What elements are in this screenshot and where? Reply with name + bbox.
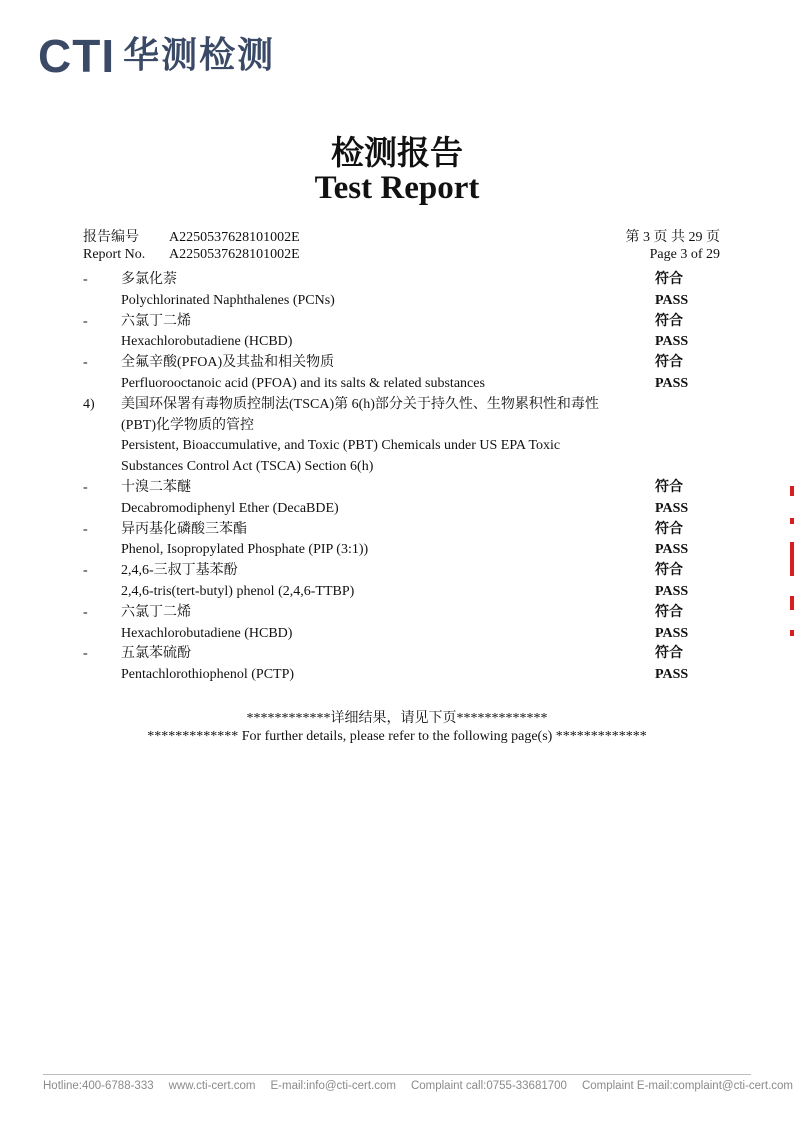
- report-no-value-en: A2250537628101002E: [169, 247, 300, 262]
- item-description: Hexachlorobutadiene (HCBD): [121, 334, 293, 350]
- test-item-row: [83, 312, 723, 333]
- item-result: 符合: [655, 272, 683, 287]
- page-number-block: [626, 229, 721, 263]
- item-result: 符合: [655, 313, 683, 329]
- page-footer: [43, 1080, 793, 1092]
- item-description: 2,4,6-三叔丁基苯酚: [121, 563, 238, 579]
- item-description: 多氯化萘: [121, 272, 177, 287]
- item-marker: -: [83, 355, 88, 371]
- test-item-row: [83, 644, 723, 665]
- test-items-list: [83, 270, 723, 686]
- footer-email: E-mail:info@cti-cert.com: [270, 1080, 396, 1092]
- footer-divider: [43, 1074, 751, 1075]
- page-edge-mark: [790, 630, 794, 636]
- test-item-row: [83, 603, 723, 624]
- item-marker: -: [83, 563, 88, 579]
- test-item-row: [83, 457, 723, 478]
- item-result: PASS: [655, 334, 689, 350]
- report-number-block: [83, 229, 300, 263]
- item-description: 异丙基化磷酸三苯酯: [121, 521, 247, 537]
- footer-hotline: Hotline:400-6788-333: [43, 1080, 154, 1092]
- report-title-en: Test Report: [314, 170, 480, 206]
- test-item-row: [83, 520, 723, 541]
- report-no-label-en: Report No.: [83, 247, 146, 262]
- item-description: Phenol, Isopropylated Phosphate (PIP (3:1)): [121, 542, 369, 558]
- item-description: 六氯丁二烯: [121, 604, 191, 620]
- page-edge-mark: [790, 518, 794, 524]
- item-description: 六氯丁二烯: [121, 313, 191, 329]
- item-marker: -: [83, 479, 88, 495]
- item-description: 全氟辛酸(PFOA)及其盐和相关物质: [121, 355, 335, 371]
- item-description: 五氯苯硫酚: [121, 646, 191, 662]
- page-number-en: Page 3 of 29: [649, 247, 720, 262]
- test-item-row: [83, 436, 723, 457]
- test-item-row: [83, 478, 723, 499]
- item-result: PASS: [655, 375, 689, 391]
- item-result: 符合: [655, 604, 683, 620]
- page-edge-mark: [790, 596, 794, 610]
- item-result: PASS: [655, 667, 689, 683]
- item-marker: -: [83, 313, 88, 329]
- item-description: (PBT)化学物质的管控: [121, 417, 254, 433]
- report-no-value-cn: A2250537628101002E: [169, 230, 300, 245]
- footnote-en: ************* For further details, please refer to the following page(s) *************: [147, 729, 647, 744]
- test-item-row: [83, 395, 723, 416]
- test-item-row: [83, 582, 723, 603]
- report-title-cn: 检测报告: [331, 136, 463, 172]
- test-item-row: [83, 561, 723, 582]
- footnote-cn: ************详细结果，请见下页*************: [246, 711, 548, 726]
- item-description: Pentachlorothiophenol (PCTP): [121, 667, 295, 683]
- item-result: 符合: [655, 355, 683, 371]
- report-no-label-cn: 报告编号: [83, 230, 139, 245]
- item-description: Decabromodiphenyl Ether (DecaBDE): [121, 500, 339, 516]
- item-description: 十溴二苯醚: [121, 479, 191, 495]
- item-description: Substances Control Act (TSCA) Section 6(h): [121, 459, 374, 475]
- test-item-row: [83, 540, 723, 561]
- footer-website: www.cti-cert.com: [168, 1080, 256, 1092]
- test-item-row: [83, 374, 723, 395]
- item-marker: -: [83, 521, 88, 537]
- item-description: 美国环保署有毒物质控制法(TSCA)第 6(h)部分关于持久性、生物累积性和毒性: [121, 396, 599, 412]
- item-result: 符合: [655, 479, 683, 495]
- company-logo: [38, 30, 275, 82]
- page-number-cn: 第 3 页 共 29 页: [625, 230, 720, 245]
- item-result: 符合: [655, 563, 683, 579]
- item-result: 符合: [655, 521, 683, 537]
- test-item-row: [83, 624, 723, 645]
- item-description: Persistent, Bioaccumulative, and Toxic (PBT) Chemicals under US EPA Toxic: [121, 438, 561, 454]
- item-result: PASS: [655, 500, 689, 516]
- item-description: Perfluorooctanoic acid (PFOA) and its salts & related substances: [121, 375, 485, 391]
- item-result: PASS: [655, 583, 689, 599]
- footer-complaint-call: Complaint call:0755-33681700: [410, 1080, 567, 1092]
- test-item-row: [83, 270, 723, 291]
- logo-brand-cn: 华测检测: [123, 35, 276, 76]
- test-item-row: [83, 332, 723, 353]
- test-item-row: [83, 665, 723, 686]
- page-edge-mark: [790, 486, 794, 496]
- test-item-row: [83, 291, 723, 312]
- test-item-row: [83, 353, 723, 374]
- item-description: Polychlorinated Naphthalenes (PCNs): [121, 292, 335, 308]
- item-result: PASS: [655, 542, 689, 558]
- test-item-row: [83, 416, 723, 437]
- item-marker: -: [83, 646, 88, 662]
- footer-complaint-email: Complaint E-mail:complaint@cti-cert.com: [581, 1080, 793, 1092]
- item-description: Hexachlorobutadiene (HCBD): [121, 625, 293, 641]
- item-description: 2,4,6-tris(tert-butyl) phenol (2,4,6-TTBP): [121, 583, 355, 599]
- item-result: PASS: [655, 625, 689, 641]
- item-marker: -: [83, 272, 88, 287]
- item-result: PASS: [655, 292, 689, 308]
- test-item-row: [83, 499, 723, 520]
- page-edge-mark: [790, 542, 794, 576]
- item-marker: 4): [83, 396, 95, 412]
- item-result: 符合: [655, 646, 683, 662]
- logo-brand-en: CTI: [38, 30, 116, 82]
- item-marker: -: [83, 604, 88, 620]
